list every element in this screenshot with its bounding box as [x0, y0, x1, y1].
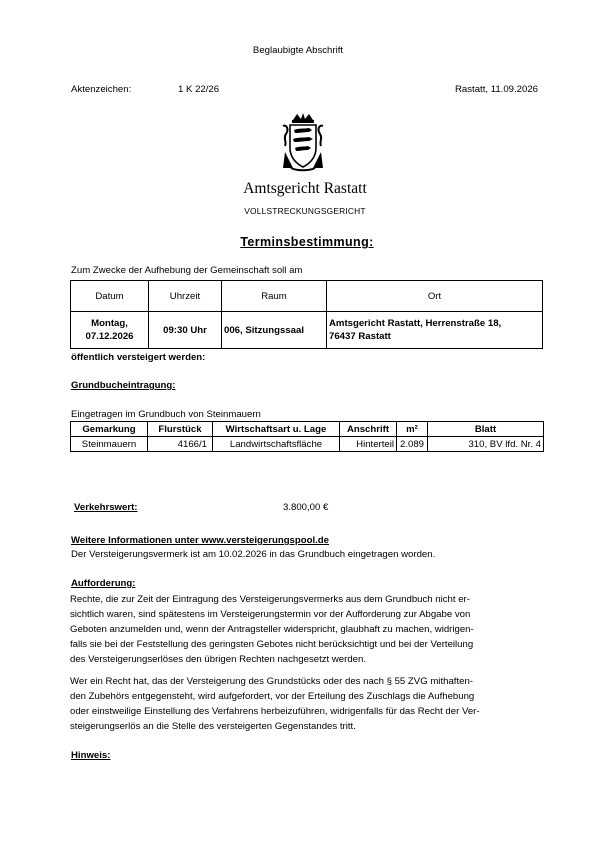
grundbuch-blatt: 310, BV lfd. Nr. 4: [428, 437, 544, 452]
versteigert-text: öffentlich versteigert werden:: [71, 352, 206, 363]
verkehrswert-label: Verkehrswert:: [74, 502, 138, 513]
court-department: VOLLSTRECKUNGSGERICHT: [244, 206, 366, 216]
termin-table: [70, 280, 543, 349]
aktenzeichen-value: 1 K 22/26: [178, 84, 220, 95]
termin-header-raum: Raum: [222, 281, 327, 312]
recht-line: den Zubehörs entgegensteht, wird aufgefordert, vor der Erteilung des Zuschlags die Aufhebung: [70, 691, 475, 702]
aufforderung-line: sichtlich waren, sind spätestens im Versteigerungstermin vor der Aufforderung zur Abgabe von: [70, 609, 471, 620]
termin-header-datum: Datum: [71, 281, 149, 312]
termin-ort: [327, 312, 543, 349]
grundbuch-header-flurstueck: Flurstück: [148, 422, 213, 437]
grundbuch-flurstueck: 4166/1: [148, 437, 213, 452]
termin-header-ort: Ort: [327, 281, 543, 312]
hinweis-heading: Hinweis:: [71, 750, 111, 761]
grundbuch-m2: 2.089: [397, 437, 428, 452]
info-text: Der Versteigerungsvermerk ist am 10.02.2026 in das Grundbuch eingetragen worden.: [71, 549, 436, 560]
grundbuch-header-anschrift: Anschrift: [340, 422, 397, 437]
place-date: Rastatt, 11.09.2026: [454, 84, 538, 95]
aufforderung-line: Rechte, die zur Zeit der Eintragung des Versteigerungsvermerks aus dem Grundbuch nicht er-: [70, 594, 470, 605]
termin-datum-date: 07.12.2026: [85, 331, 134, 342]
court-name: Amtsgericht Rastatt: [243, 180, 367, 197]
info-heading: Weitere Informationen unter www.versteigerungspool.de: [71, 535, 330, 546]
termin-datum-weekday: Montag,: [91, 318, 128, 329]
termin-raum: 006, Sitzungssaal: [222, 312, 327, 349]
grundbuch-heading: Grundbucheintragung:: [71, 380, 176, 391]
aufforderung-line: Geboten anzumelden und, wenn der Antragsteller widerspricht, glaubhaft zu machen, widrigen-: [70, 624, 474, 635]
grundbuch-intro: Eingetragen im Grundbuch von Steinmauern: [71, 409, 261, 420]
termin-ort-line1: Amtsgericht Rastatt, Herrenstraße 18,: [329, 318, 502, 329]
aktenzeichen-label: Aktenzeichen:: [71, 84, 132, 95]
recht-text: [70, 674, 545, 734]
termin-header-uhrzeit: Uhrzeit: [149, 281, 222, 312]
grundbuch-header-wirtschaftsart: Wirtschaftsart u. Lage: [213, 422, 340, 437]
coat-of-arms-icon: [279, 112, 327, 174]
document-title: Terminsbestimmung:: [240, 235, 374, 249]
grundbuch-anschrift: Hinterteil: [340, 437, 397, 452]
grundbuch-header-gemarkung: Gemarkung: [71, 422, 148, 437]
recht-line: oder einstweilige Einstellung des Verfahrens herbeizuführen, widrigenfalls für das Recht der Ver-: [70, 706, 480, 717]
grundbuch-wirtschaftsart: Landwirtschaftsfläche: [213, 437, 340, 452]
recht-line: steigerungserlös an die Stelle des versteigerten Gegenstandes tritt.: [70, 721, 356, 732]
aufforderung-text: [70, 592, 545, 667]
grundbuch-gemarkung: Steinmauern: [71, 437, 148, 452]
aufforderung-line: des Versteigerungserlöses den übrigen Rechten nachgesetzt werden.: [70, 654, 366, 665]
verkehrswert-value: 3.800,00 €: [283, 502, 329, 513]
termin-datum: [71, 312, 149, 349]
grundbuch-header-blatt: Blatt: [428, 422, 544, 437]
termin-ort-line2: 76437 Rastatt: [329, 331, 391, 342]
grundbuch-table: [70, 421, 544, 452]
termin-uhrzeit: 09:30 Uhr: [149, 312, 222, 349]
intro-text: Zum Zwecke der Aufhebung der Gemeinschaft soll am: [71, 265, 303, 276]
recht-line: Wer ein Recht hat, das der Versteigerung des Grundstücks oder des nach § 55 ZVG mithaften-: [70, 676, 473, 687]
aufforderung-line: falls sie bei der Feststellung des geringsten Gebotes nicht berücksichtigt und bei der Verteilung: [70, 639, 474, 650]
aufforderung-heading: Aufforderung:: [71, 578, 136, 589]
grundbuch-header-m2: m²: [397, 422, 428, 437]
copy-label: Beglaubigte Abschrift: [252, 45, 344, 56]
